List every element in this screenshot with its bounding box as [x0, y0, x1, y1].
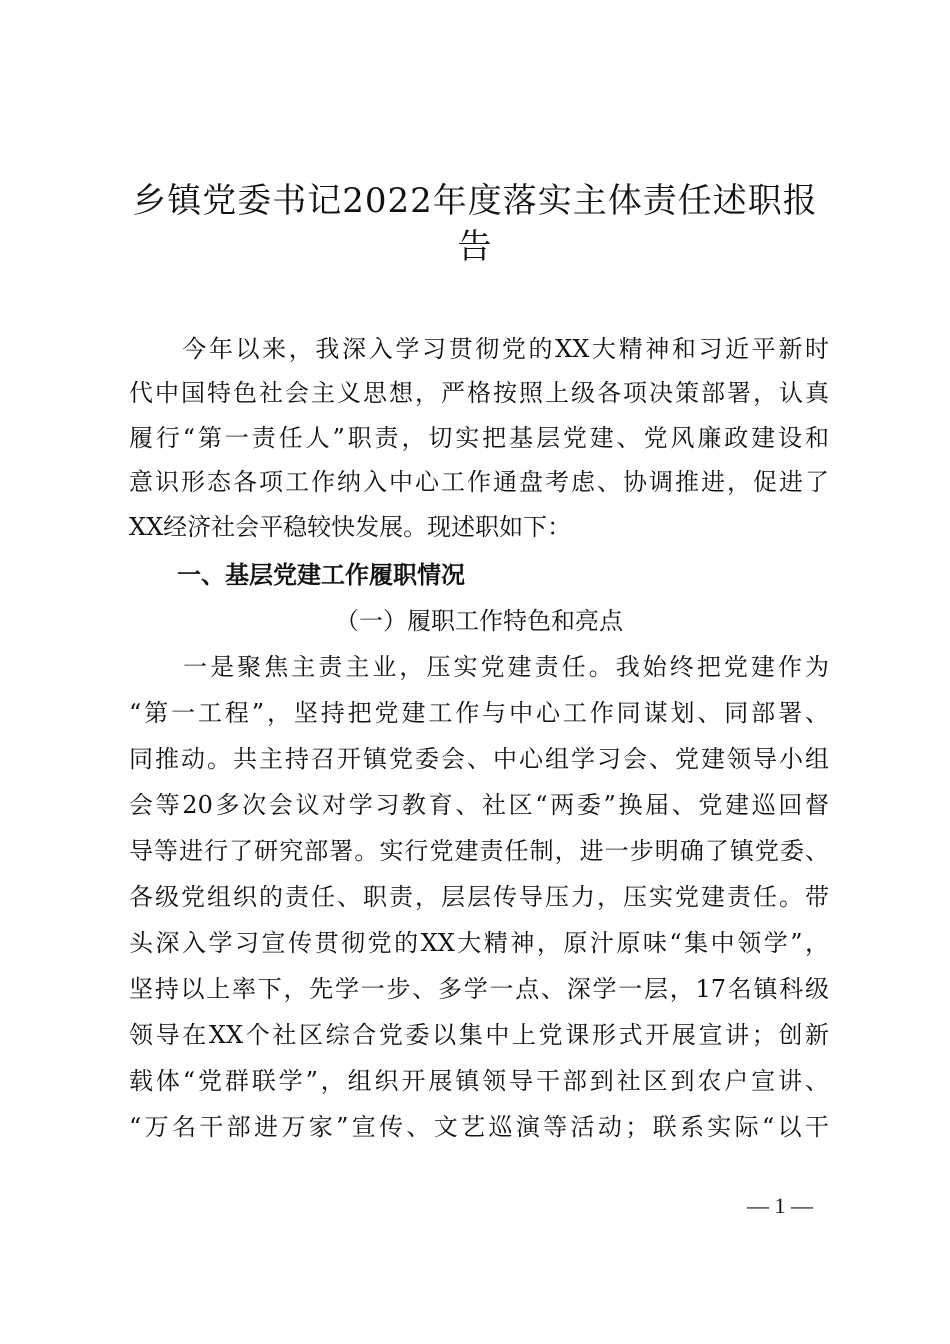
- body-line: 一是聚焦主责主业，压实党建责任。我始终把党建作为: [129, 653, 829, 681]
- body-line: 导等进行了研究部署。实行党建责任制，进一步明确了镇党委、: [129, 837, 829, 865]
- body-line: 领导在XX个社区综合党委以集中上党课形式开展宣讲；创新: [129, 1021, 829, 1049]
- title-line-1: 乡镇党委书记2022年度落实主体责任述职报: [132, 181, 818, 221]
- body-line: “第一工程”，坚持把党建工作与中心工作同谋划、同部署、: [129, 699, 829, 727]
- intro-line: 意识形态各项工作纳入中心工作通盘考虑、协调推进，促进了: [129, 468, 829, 496]
- body-line: 坚持以上率下，先学一步、多学一点、深学一层，17名镇科级: [129, 975, 829, 1003]
- intro-line: 履行“第一责任人”职责，切实把基层党建、党风廉政建设和: [129, 424, 829, 452]
- intro-line: 今年以来，我深入学习贯彻党的XX大精神和习近平新时: [129, 335, 829, 363]
- intro-line: 代中国特色社会主义思想，严格按照上级各项决策部署，认真: [129, 379, 829, 407]
- body-line: 各级党组织的责任、职责，层层传导压力，压实党建责任。带: [129, 883, 829, 911]
- body-line: 同推动。共主持召开镇党委会、中心组学习会、党建领导小组: [129, 745, 829, 773]
- document-title: [120, 178, 830, 270]
- page-number: — 1 —: [747, 1193, 813, 1218]
- body-line: 载体“党群联学”，组织开展镇领导干部到社区到农户宣讲、: [129, 1067, 829, 1095]
- body-line: “万名干部进万家”宣传、文艺巡演等活动；联系实际“以干: [129, 1113, 829, 1141]
- section-heading: 一、基层党建工作履职情况: [129, 561, 465, 589]
- body-line: 头深入学习宣传贯彻党的XX大精神，原汁原味“集中领学”，: [129, 929, 829, 957]
- intro-line: XX经济社会平稳较快发展。现述职如下：: [129, 513, 572, 541]
- subsection-heading: （一）履职工作特色和亮点: [335, 607, 623, 635]
- body-line: 会等20多次会议对学习教育、社区“两委”换届、党建巡回督: [129, 791, 829, 819]
- title-line-2: 告: [457, 227, 493, 267]
